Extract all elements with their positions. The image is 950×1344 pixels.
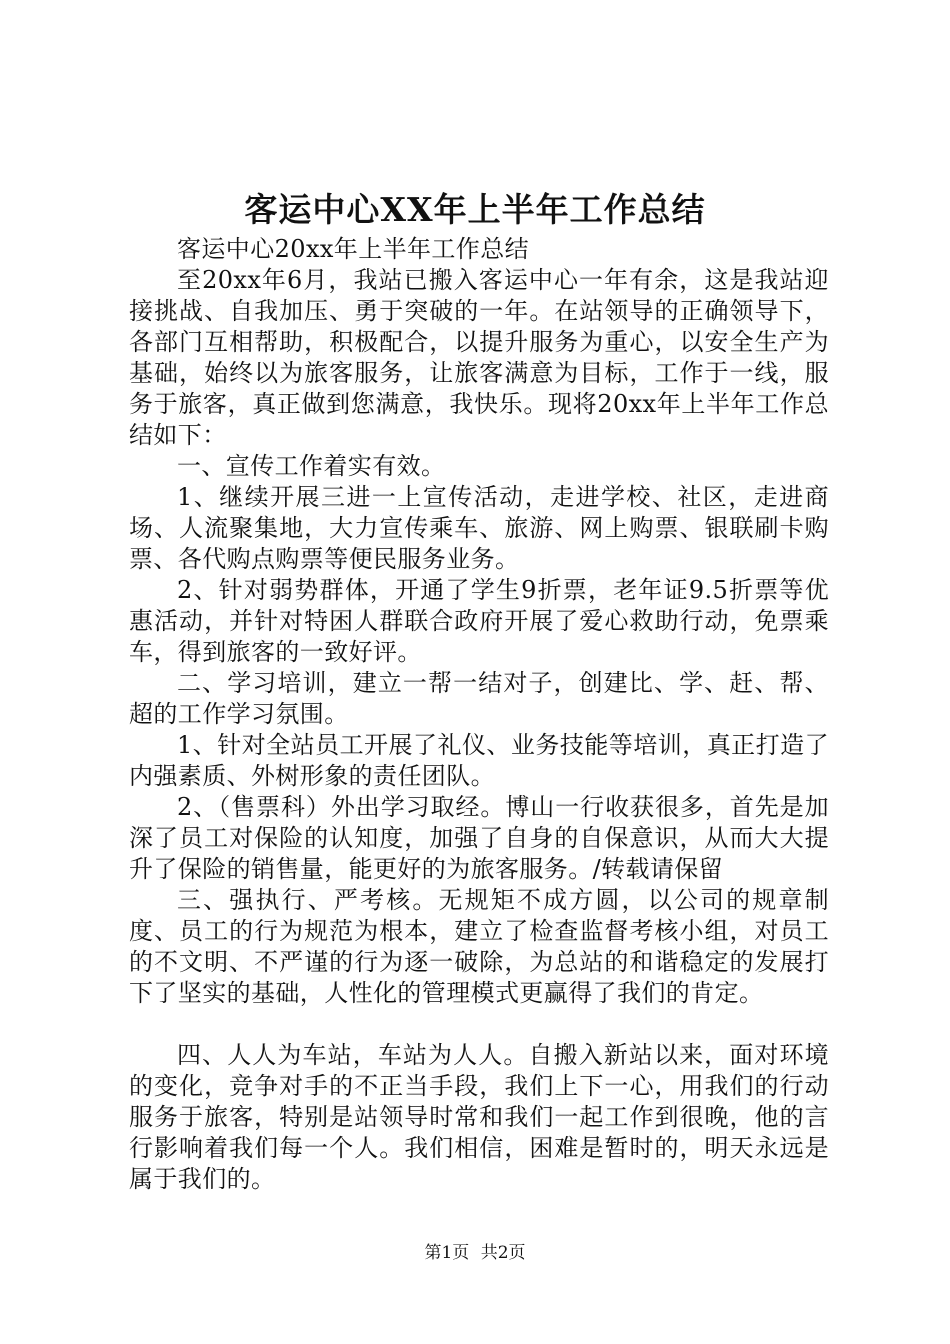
page-footer [0, 1241, 950, 1265]
document-title: 客运中心XX年上半年工作总结 [244, 190, 706, 229]
subtitle-paragraph: 客运中心20xx年上半年工作总结 [177, 235, 530, 263]
section-3-paragraph: 三、强执行、严考核。无规矩不成方圆，以公司的规章制度、员工的行为规范为根本，建立了检查监督考核小组，对员工的不文明、不严谨的行为逐一破除，为总站的和谐稳定的发展打下了坚实的基础，人性化的管理模式更赢得了我们的肯定。 [129, 886, 829, 1007]
section-1-item-1: 1、继续开展三进一上宣传活动，走进学校、社区，走进商场、人流聚集地，大力宣传乘车、旅游、网上购票、银联刷卡购票、各代购点购票等便民服务业务。 [129, 483, 829, 573]
page-number: 第1页 [424, 1243, 470, 1263]
section-4-paragraph: 四、人人为车站，车站为人人。自搬入新站以来，面对环境的变化，竞争对手的不正当手段，我们上下一心，用我们的行动服务于旅客，特别是站领导时常和我们一起工作到很晚，他的言行影响着我们每一个人。我们相信，困难是暂时的，明天永远是属于我们的。 [129, 1041, 829, 1193]
section-2-item-1: 1、针对全站员工开展了礼仪、业务技能等培训，真正打造了内强素质、外树形象的责任团队。 [129, 731, 829, 790]
intro-paragraph: 至20xx年6月，我站已搬入客运中心一年有余，这是我站迎接挑战、自我加压、勇于突破的一年。在站领导的正确领导下，各部门互相帮助，积极配合，以提升服务为重心，以安全生产为基础，始终以为旅客服务，让旅客满意为目标，工作于一线，服务于旅客，真正做到您满意，我快乐。现将20xx年上半年工作总结如下： [129, 266, 829, 449]
page-total: 共2页 [480, 1243, 526, 1263]
section-1-item-2: 2、针对弱势群体，开通了学生9折票，老年证9.5折票等优惠活动，并针对特困人群联合政府开展了爱心救助行动，免票乘车，得到旅客的一致好评。 [129, 576, 829, 666]
document-body [129, 234, 829, 1195]
section-heading-1: 一、宣传工作着实有效。 [177, 452, 446, 480]
section-2-item-2: 2、（售票科）外出学习取经。博山一行收获很多，首先是加深了员工对保险的认知度，加强了自身的自保意识，从而大大提升了保险的销售量，能更好的为旅客服务。/转载请保留 [129, 793, 829, 883]
section-heading-2: 二、学习培训，建立一帮一结对子，创建比、学、赶、帮、超的工作学习氛围。 [129, 669, 829, 728]
